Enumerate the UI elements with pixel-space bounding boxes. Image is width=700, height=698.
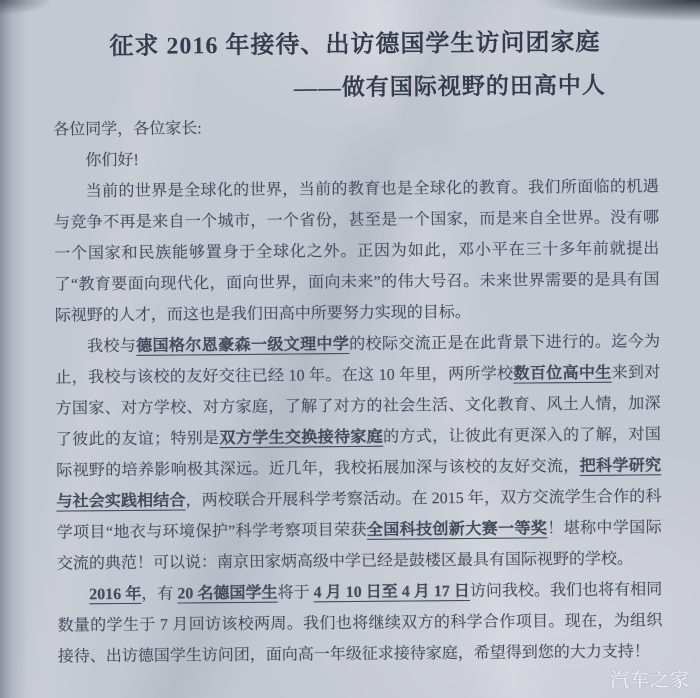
underlined-phrase: 20 名德国学生 xyxy=(177,584,278,603)
text-segment: 我校与 xyxy=(87,337,137,356)
salutation: 各位同学，各位家长: xyxy=(53,120,202,139)
underlined-phrase: 全国科技创新大赛一等奖 xyxy=(366,520,548,539)
greeting-line: 你们好! xyxy=(85,151,139,170)
text-segment: 来到对方国家、对方学校、对方家庭，了解了对方的社会生活、文化教育、风土人情，加深了彼此的友谊；特别是 xyxy=(55,364,661,449)
underlined-phrase: 把科学研究与社会实践相结合 xyxy=(56,457,662,511)
underlined-phrase: 2016 年 xyxy=(89,585,142,604)
underlined-phrase: 数百位高中生 xyxy=(513,364,612,383)
text-segment: ！堪称中学国际交流的典范！可以说：南京田家炳高级中学已经是鼓楼区最具有国际视野的学校。 xyxy=(56,519,662,573)
document-subtitle: ——做有国际视野的田高中人 xyxy=(293,72,606,101)
text-segment: 的方式，让彼此有更深入的了解，对国际视野的培养影响极其深远。近几年，我校拓展加深与该校的友好交流， xyxy=(56,426,661,480)
text-segment: ，两校联合开展科学考察活动。在 2015 年，双方交流学生合作的科学项目“地衣与环境保护”科学考察项目荣获 xyxy=(56,488,662,542)
text-segment: 将于 xyxy=(277,584,314,602)
underlined-phrase: 德国格尔恩豪森一级文理中学 xyxy=(136,336,350,355)
underlined-phrase: 双方学生交换接待家庭 xyxy=(219,428,384,448)
text-segment: 的校际交流正是在此背景下进行的。迄今为止，我校与该校的友好交往已经 10 年。在这 10 年里，两所学校 xyxy=(55,333,661,387)
document-title: 征求 2016 年接待、出访德国学生访问团家庭 xyxy=(109,29,601,61)
text-segment: 访问我校。我们也将有相同数量的学生于 7 月回访该校两周。我们也将继续双方的科学合作项目。现在，为组织接待、出访德国学生访问团，面向高一年级征求接待家庭，希望得到您的大力支持！ xyxy=(57,581,663,666)
paragraph-globalization xyxy=(54,171,660,331)
underlined-phrase: 4 月 10 日至 4 月 17 日 xyxy=(313,582,470,602)
text-segment: 当前的世界是全球化的世界，当前的教育也是全球化的教育。我们所面临的机遇与竞争不再是来自一个城市，一个省份，甚至是一个国家，而是来自全世界。没有哪一个国家和民族能够置身于全球化之外。正因为如此，邓小平在三十多年前就提出了“教育要面向现代化，面向世界，面向未来”的伟大号召。未来世界需要的是具有国际视野的人才，而这也是我们田高中所要努力实现的目标。 xyxy=(53,178,660,325)
autohome-watermark: 汽车之家 xyxy=(609,669,690,691)
paragraph-2016-visit xyxy=(57,574,663,672)
paragraph-school-exchange xyxy=(55,326,662,579)
text-segment: ，有 xyxy=(141,585,178,603)
